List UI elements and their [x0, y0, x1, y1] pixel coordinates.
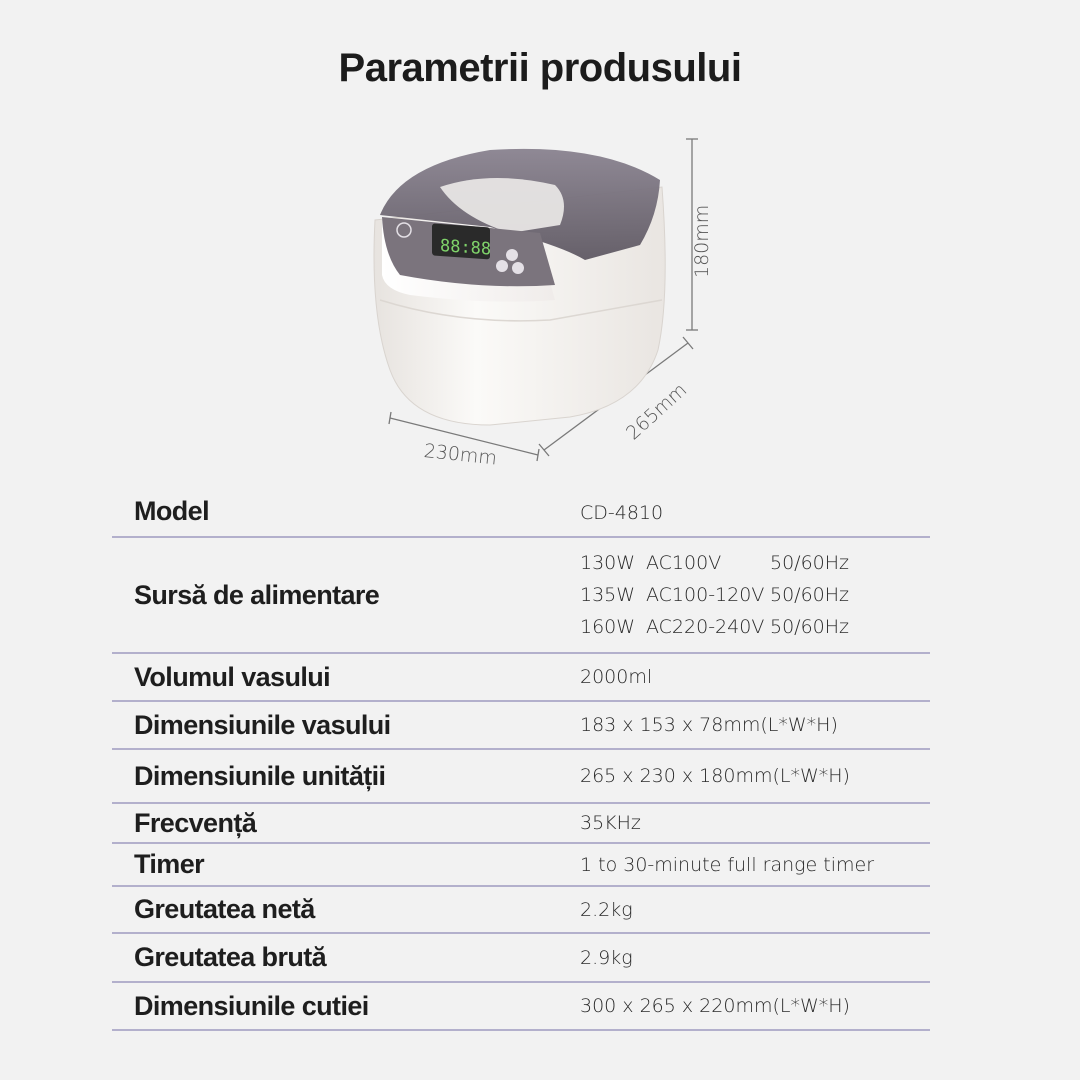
spec-value: 1 to 30-minute full range timer: [580, 853, 875, 876]
spec-label: Volumul vasului: [134, 661, 331, 692]
spec-label: Dimensiunile cutiei: [134, 990, 369, 1021]
height-dimension-label: 180mm: [691, 204, 713, 278]
spec-row-timer: [112, 844, 930, 887]
power-option: [580, 579, 930, 611]
power-option: [580, 611, 930, 643]
spec-label: Model: [134, 495, 209, 526]
spec-value: 300 x 265 x 220mm(L*W*H): [580, 995, 850, 1017]
spec-label: Greutatea netă: [134, 894, 315, 924]
spec-value: 2.9kg: [580, 946, 633, 969]
spec-value: 183 x 153 x 78mm(L*W*H): [580, 714, 838, 736]
power-option: [580, 547, 930, 579]
spec-label: Dimensiunile unității: [134, 760, 386, 791]
power-frequency: 50/60Hz: [770, 584, 850, 606]
power-options: [580, 547, 930, 643]
timer-display: 88:88: [440, 236, 492, 260]
spec-label: Greutatea brută: [134, 942, 327, 972]
power-watt: 130W: [580, 552, 636, 574]
page-title: Parametrii produsului: [338, 46, 742, 90]
spec-label: Sursă de alimentare: [134, 579, 380, 610]
spec-label: Timer: [134, 849, 205, 879]
spec-table: [112, 486, 930, 1031]
spec-value: 265 x 230 x 180mm(L*W*H): [580, 765, 850, 787]
spec-row-net-weight: [112, 887, 930, 934]
width-dimension-label: 230mm: [422, 440, 498, 470]
spec-row-unit-dimensions: [112, 750, 930, 804]
depth-dimension-label: 265mm: [622, 378, 692, 445]
power-frequency: 50/60Hz: [770, 616, 850, 638]
power-watt: 135W: [580, 584, 636, 606]
power-voltage: AC100V: [646, 552, 722, 574]
power-frequency: 50/60Hz: [770, 552, 850, 574]
power-voltage: AC100-120V: [646, 584, 765, 606]
power-watt: 160W: [580, 616, 636, 638]
spec-row-frequency: [112, 804, 930, 844]
spec-row-power: [112, 538, 930, 654]
spec-value: 2000ml: [580, 666, 653, 688]
spec-row-box-dimensions: [112, 983, 930, 1031]
ultrasonic-cleaner-image: [340, 125, 760, 475]
spec-value: 2.2kg: [580, 898, 633, 921]
spec-row-volume: [112, 654, 930, 702]
spec-label: Dimensiunile vasului: [134, 709, 391, 740]
spec-label: Frecvență: [134, 807, 257, 838]
spec-row-tank-dimensions: [112, 702, 930, 750]
spec-row-gross-weight: [112, 934, 930, 983]
spec-value: CD-4810: [580, 502, 664, 524]
spec-row-model: [112, 486, 930, 538]
power-voltage: AC220-240V: [646, 616, 765, 638]
spec-value: 35KHz: [580, 812, 641, 834]
